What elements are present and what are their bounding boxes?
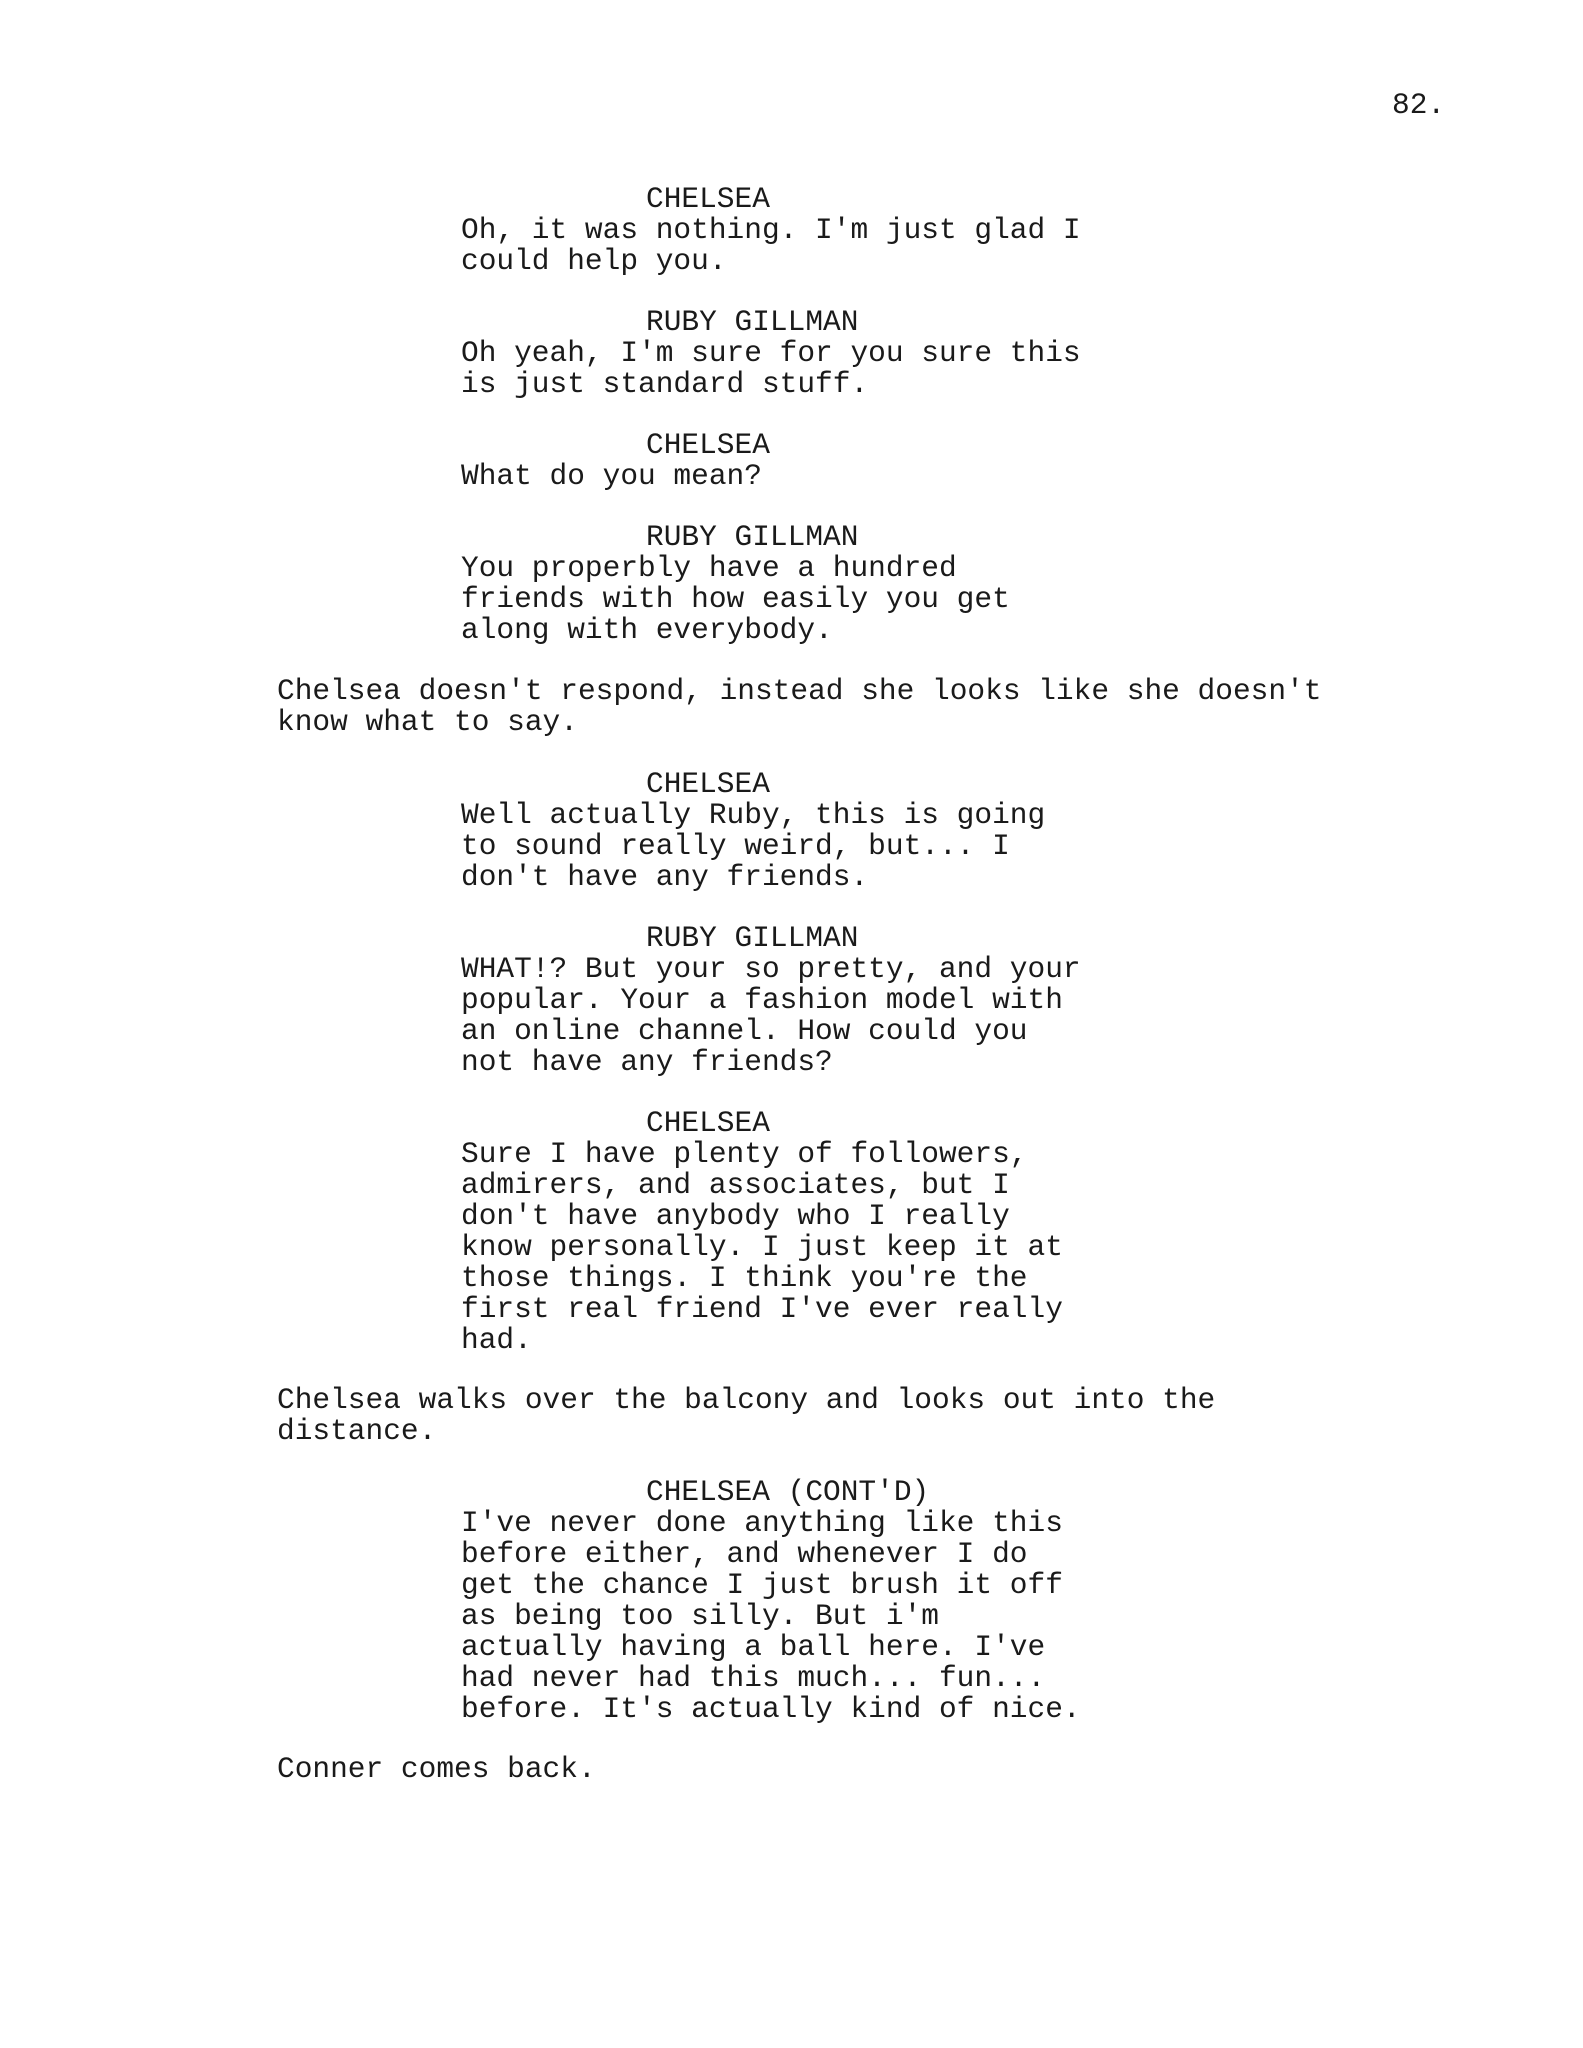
character-name: CHELSEA (CONT'D) [646, 1475, 930, 1509]
dialogue: I've never done anything like this before either, and whenever I do get the chance I just brush it off as being too silly. But i'm actually having a ball here. I've had never had this much... fun... before. It's actually kind of nice. [461, 1506, 1081, 1726]
character-name: CHELSEA [646, 182, 770, 216]
dialogue: Oh, it was nothing. I'm just glad I could help you. [461, 213, 1081, 278]
dialogue: You properbly have a hundred friends with how easily you get along with everybody. [461, 551, 1010, 647]
character-name: RUBY GILLMAN [646, 305, 859, 339]
character-name: CHELSEA [646, 1106, 770, 1140]
action-line: Conner comes back. [277, 1752, 596, 1786]
character-name: CHELSEA [646, 428, 770, 462]
dialogue: Oh yeah, I'm sure for you sure this is just standard stuff. [461, 336, 1081, 401]
dialogue: What do you mean? [461, 459, 762, 493]
dialogue: Sure I have plenty of followers, admirers, and associates, but I don't have anybody who I really know personally. I just keep it at those things. I think you're the first real friend I've ever really had. [461, 1137, 1063, 1357]
dialogue: Well actually Ruby, this is going to sound really weird, but... I don't have any friends. [461, 798, 1046, 894]
character-name: RUBY GILLMAN [646, 921, 859, 955]
character-name: RUBY GILLMAN [646, 520, 859, 554]
dialogue: WHAT!? But your so pretty, and your popular. Your a fashion model with an online channel. How could you not have any friends? [461, 952, 1081, 1079]
page-number: 82. [1392, 88, 1446, 122]
character-name: CHELSEA [646, 767, 770, 801]
action-line: Chelsea walks over the balcony and looks out into the distance. [277, 1383, 1216, 1448]
action-line: Chelsea doesn't respond, instead she looks like she doesn't know what to say. [277, 674, 1322, 739]
